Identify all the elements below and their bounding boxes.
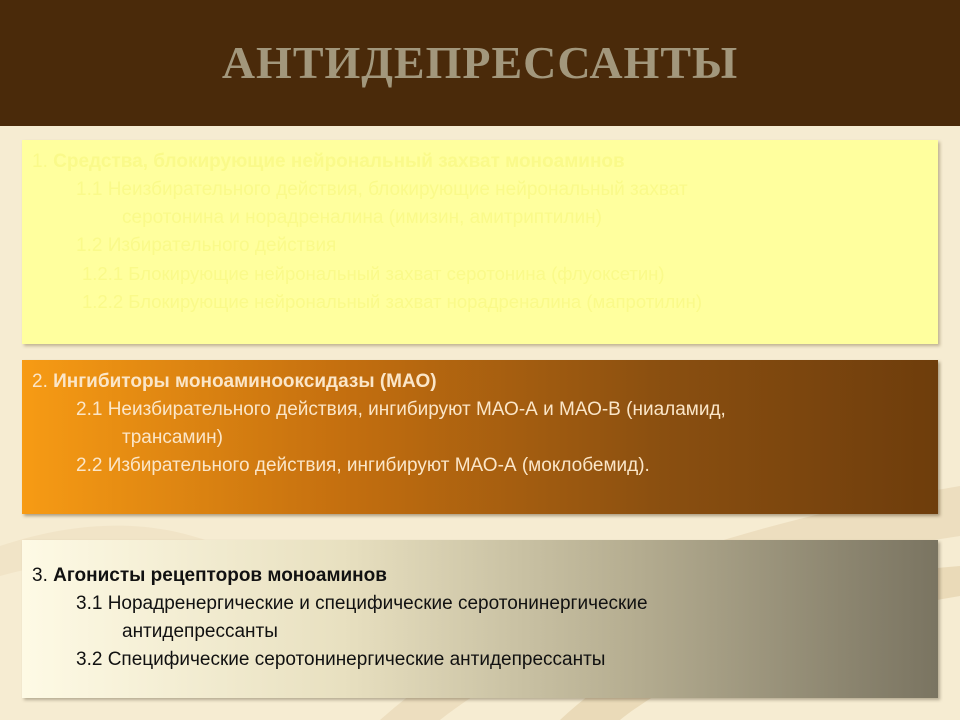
section-1-heading: Средства, блокирующие нейрональный захват моноаминов [53,151,625,172]
section-3-heading: Агонисты рецепторов моноаминов [53,565,387,586]
section-1-number: 1. [32,151,48,172]
section-3-item-3-2: 3.2 Специфические серотонинергические антидепрессанты [76,649,606,670]
section-1-item-1-2-1: 1.2.1 Блокирующие нейрональный захват серотонина (флуоксетин) [82,263,665,284]
section-1-heading-line [32,148,938,176]
section-1-item-1-2-2: 1.2.2 Блокирующие нейрональный захват норадреналина (мапротилин) [82,291,703,312]
section-1-item-1-2: 1.2 Избирательного действия [76,235,337,256]
section-2-number: 2. [32,371,48,392]
slide-title: АНТИДЕПРЕССАНТЫ [221,37,739,88]
section-3-number: 3. [32,565,48,586]
section-2-box [22,360,938,514]
section-3-box [22,540,938,698]
section-2-heading: Ингибиторы моноаминооксидазы (МАО) [53,371,437,392]
section-3-item-3-1-cont: антидепрессанты [122,621,278,642]
section-3-heading-line [32,562,938,590]
section-2-item-2-1: 2.1 Неизбирательного действия, ингибируют МАО-А и МАО-В (ниаламид, [76,399,726,420]
section-2-item-2-1-cont: трансамин) [122,427,223,448]
section-2-heading-line [32,368,938,396]
section-1-box [22,140,938,344]
section-3-item-3-1: 3.1 Норадренергические и специфические серотонинергические [76,593,648,614]
section-1-item-1-1: 1.1 Неизбирательного действия, блокирующие нейрональный захват [76,179,688,200]
section-1-item-1-1-cont: серотонина и норадреналина (имизин, амитриптилин) [122,207,602,228]
section-2-item-2-2: 2.2 Избирательного действия, ингибируют МАО-А (моклобемид). [76,455,650,476]
